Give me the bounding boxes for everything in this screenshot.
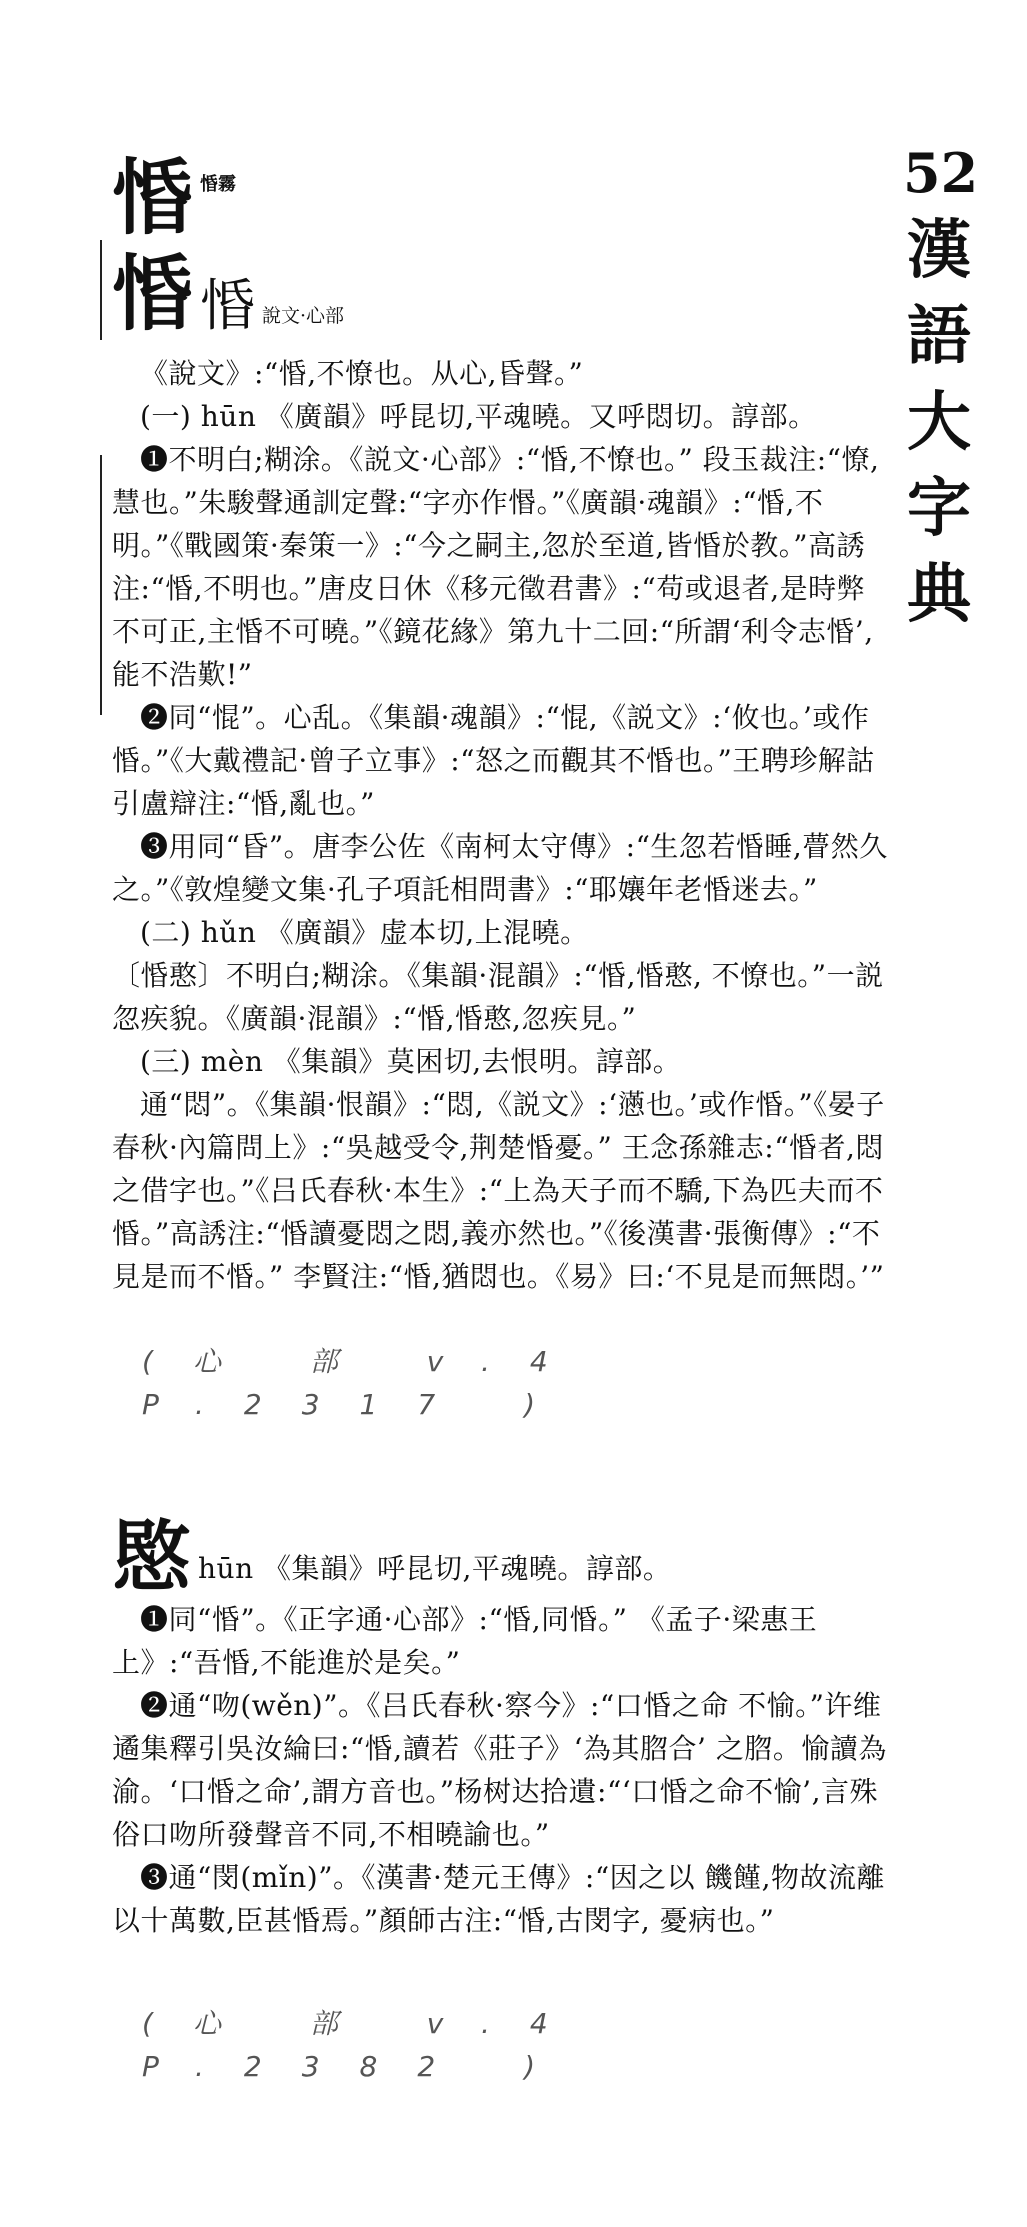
variant-form: 惛霧: [200, 174, 237, 195]
entry-2: [112, 1512, 892, 2088]
reading-heading: (二) hǔn 《廣韻》虚本切,上混曉。: [140, 916, 589, 949]
sense-paragraph: ❶不明白;糊涂。《説文·心部》:“惛,不憭也。” 段玉裁注:“憭,慧也。”朱駿聲通訓定聲:“字亦作惽。”《廣韻·魂韻》:“惛,不明。”《戰國策·秦策一》:“今之嗣主,忽於至道,皆惛於教。”高誘注:“惛,不明也。”唐皮日休《移元徵君書》:“苟或退者,是時弊不可正,主惛不可曉。”《鏡花緣》第九十二回:“所謂‘利令志惛’,能不浩歎!”: [112, 443, 880, 691]
entry-1: [112, 150, 892, 1426]
page-number: 52: [903, 141, 979, 205]
title-char: 大: [907, 385, 971, 460]
head-character: 愍: [112, 1512, 191, 1603]
seal-source: 說文·心部: [262, 305, 345, 327]
sense-paragraph: 通“悶”。《集韻·恨韻》:“悶,《説文》:‘懣也。’或作惛。”《晏子春秋·內篇問上》:“吳越受令,荆楚惛憂。” 王念孫雜志:“惛者,悶之借字也。”《吕氏春秋·本生》:“上為天子而不驕,下為匹夫而不惛。”高誘注:“惛讀憂悶之悶,義亦然也。”《後漢書·張衡傳》:“不見是而不惛。” 李賢注:“惛,猶悶也。《易》曰:‘不見是而無悶。’”: [112, 1088, 885, 1293]
sense-paragraph: ❸通“閔(mǐn)”。《漢書·楚元王傳》:“因之以 饑饉,物故流離以十萬數,臣甚惛焉。”顏師古注:“惛,古閔字, 憂病也。”: [112, 1861, 885, 1937]
sense-paragraph: ❶同“惛”。《正字通·心部》:“惛,同惛。” 《孟子·梁惠王上》:“吾惛,不能進於是矣。”: [112, 1603, 818, 1679]
reading-heading: (三) mèn 《集韻》莫困切,去恨明。諄部。: [140, 1045, 682, 1078]
head-character: 惛: [112, 150, 195, 246]
handwritten-note: (心 部 v.4 P.2317 ): [142, 1345, 588, 1421]
sense-paragraph: 〔惛憨〕不明白;糊涂。《集韻·混韻》:“惛,惛憨, 不憭也。”一説忽疾貌。《廣韻·混韻》:“惛,惛憨,忽疾見。”: [112, 959, 884, 1035]
title-char: 漢: [907, 213, 971, 288]
title-char: 典: [907, 557, 971, 632]
head-character: 惛: [112, 246, 195, 342]
sense-paragraph: ❸用同“昏”。唐李公佐《南柯太守傳》:“生忽若惛睡,瞢然久之。”《敦煌變文集·孔子項託相問書》:“耶孃年老惛迷去。”: [112, 830, 888, 906]
main-content: [112, 150, 892, 2088]
sense-paragraph: ❷通“吻(wěn)”。《吕氏春秋·察今》:“口惛之命 不愉。”许维遹集釋引吳汝綸曰:“惛,讀若《莊子》‘為其脗合’ 之脗。愉讀為渝。‘口惛之命’,謂方音也。”杨树达拾遺:“‘口惛之命不愉’,言殊俗口吻所發聲音不同,不相曉諭也。”: [112, 1689, 887, 1851]
seal-script-character: 惛: [200, 274, 257, 339]
entry-2-head: [112, 1512, 892, 1603]
reading-heading: (一) hūn 《廣韻》呼昆切,平魂曉。又呼悶切。諄部。: [140, 400, 817, 433]
side-title: [903, 138, 979, 638]
entry-1-head: [112, 150, 892, 246]
sense-paragraph: ❷同“惃”。心乱。《集韻·魂韻》:“惃,《説文》:‘攸也。’或作惛。”《大戴禮記·曾子立事》:“怒之而觀其不惛也。”王聘珍解詁引盧辯注:“惛,亂也。”: [112, 701, 875, 820]
title-char: 語: [907, 299, 971, 374]
margin-bar: [100, 455, 102, 715]
reading-heading: hūn 《集韻》呼昆切,平魂曉。諄部。: [198, 1552, 672, 1585]
margin-bar: [100, 240, 102, 340]
entry-paragraph: 《說文》:“惛,不憭也。从心,昏聲。”: [140, 357, 584, 390]
entry-1-head-seal: [112, 246, 892, 342]
handwritten-note: (心 部 v.4 P.2382 ): [142, 2007, 588, 2083]
title-char: 字: [907, 471, 971, 546]
